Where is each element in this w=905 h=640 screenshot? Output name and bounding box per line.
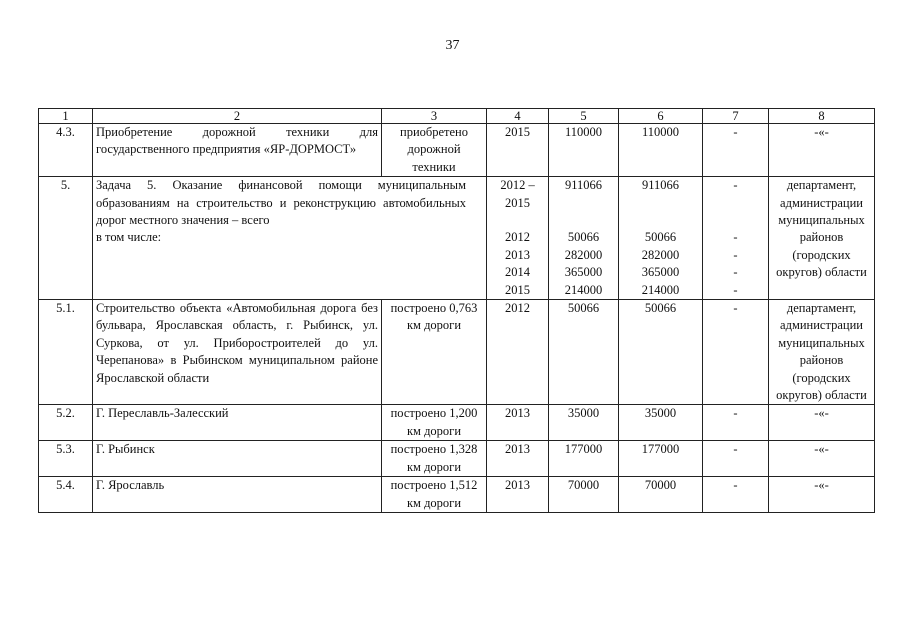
task-value-7: - bbox=[733, 265, 738, 280]
task-year: 2014 bbox=[505, 265, 530, 280]
row-value-7: - bbox=[703, 441, 769, 477]
task-year: 2012 bbox=[505, 230, 530, 245]
task-values-7 bbox=[703, 177, 769, 300]
task-value-5: 50066 bbox=[567, 230, 600, 245]
row-executor: -«- bbox=[769, 441, 875, 477]
task-value-6: 214000 bbox=[641, 282, 680, 297]
row-executor: -«- bbox=[769, 405, 875, 441]
row-value-5: 50066 bbox=[549, 300, 619, 405]
row-value-7: - bbox=[703, 124, 769, 177]
row-description: Приобретение дорожной техники для государственного предприятия «ЯР-ДОРМОСТ» bbox=[93, 124, 382, 177]
row-result: приобретено дорожной техники bbox=[382, 124, 487, 177]
task-year: 2013 bbox=[505, 247, 530, 262]
row-year: 2013 bbox=[487, 441, 549, 477]
row-value-7: - bbox=[703, 405, 769, 441]
task-total-5: 911066 bbox=[564, 178, 603, 193]
row-result: построено 1,512 км дороги bbox=[382, 477, 487, 513]
row-description: Г. Ярославль bbox=[93, 477, 382, 513]
table-row-task bbox=[39, 177, 875, 300]
row-result: построено 1,328 км дороги bbox=[382, 441, 487, 477]
row-number: 5.1. bbox=[39, 300, 93, 405]
task-years bbox=[487, 177, 549, 300]
row-value-5: 70000 bbox=[549, 477, 619, 513]
task-value-7: - bbox=[733, 282, 738, 297]
row-value-6: 110000 bbox=[619, 124, 703, 177]
col-header-4: 4 bbox=[487, 109, 549, 124]
row-number: 5.4. bbox=[39, 477, 93, 513]
row-value-6: 70000 bbox=[619, 477, 703, 513]
task-text: Задача 5. Оказание финансовой помощи муниципальным образованиям на строительство и реконструкцию автомобильных дорог местного значения – всего bbox=[96, 178, 466, 228]
col-header-3: 3 bbox=[382, 109, 487, 124]
task-values-5 bbox=[549, 177, 619, 300]
row-value-6: 50066 bbox=[619, 300, 703, 405]
row-value-6: 35000 bbox=[619, 405, 703, 441]
row-executor: департамент, администрации муниципальных районов (городских округов) области bbox=[769, 300, 875, 405]
col-header-5: 5 bbox=[549, 109, 619, 124]
table-row bbox=[39, 405, 875, 441]
program-table bbox=[38, 108, 875, 513]
task-value-6: 50066 bbox=[644, 230, 677, 245]
row-description: Г. Переславль-Залесский bbox=[93, 405, 382, 441]
task-year: 2015 bbox=[505, 282, 530, 297]
task-value-5: 282000 bbox=[564, 247, 603, 262]
task-subtext: в том числе: bbox=[96, 230, 162, 245]
row-executor: департамент, администрации муниципальных районов (городских округов) области bbox=[769, 177, 875, 300]
row-result: построено 0,763 км дороги bbox=[382, 300, 487, 405]
task-total-6: 911066 bbox=[641, 178, 680, 193]
row-year: 2013 bbox=[487, 405, 549, 441]
row-value-5: 35000 bbox=[549, 405, 619, 441]
row-year: 2013 bbox=[487, 477, 549, 513]
row-value-6: 177000 bbox=[619, 441, 703, 477]
row-number: 5.3. bbox=[39, 441, 93, 477]
row-executor: -«- bbox=[769, 124, 875, 177]
task-value-6: 282000 bbox=[641, 247, 680, 262]
col-header-2: 2 bbox=[93, 109, 382, 124]
row-value-7: - bbox=[703, 300, 769, 405]
task-value-5: 214000 bbox=[564, 282, 603, 297]
task-value-7: - bbox=[733, 230, 738, 245]
table-row bbox=[39, 300, 875, 405]
row-value-7: - bbox=[703, 477, 769, 513]
row-number: 5.2. bbox=[39, 405, 93, 441]
row-year: 2015 bbox=[487, 124, 549, 177]
task-values-6 bbox=[619, 177, 703, 300]
row-year: 2012 bbox=[487, 300, 549, 405]
page-number: 37 bbox=[445, 38, 460, 53]
table-row bbox=[39, 124, 875, 177]
row-description: Г. Рыбинск bbox=[93, 441, 382, 477]
row-number: 5. bbox=[39, 177, 93, 300]
task-value-7: - bbox=[733, 247, 738, 262]
task-total-7: - bbox=[733, 178, 738, 193]
row-value-5: 177000 bbox=[549, 441, 619, 477]
row-number: 4.3. bbox=[39, 124, 93, 177]
task-description bbox=[93, 177, 487, 300]
table-row bbox=[39, 477, 875, 513]
col-header-6: 6 bbox=[619, 109, 703, 124]
row-description: Строительство объекта «Автомобильная дорога без бульвара, Ярославская область, г. Рыбинск, ул. Суркова, от ул. Приборостроителей до ул. Черепанова» в Рыбинском муниципальном районе Ярославской области bbox=[93, 300, 382, 405]
task-years-total: 2012 – 2015 bbox=[500, 178, 535, 210]
col-header-8: 8 bbox=[769, 109, 875, 124]
task-value-5: 365000 bbox=[564, 265, 603, 280]
task-value-6: 365000 bbox=[641, 265, 680, 280]
header-row bbox=[39, 109, 875, 124]
col-header-1: 1 bbox=[39, 109, 93, 124]
row-result: построено 1,200 км дороги bbox=[382, 405, 487, 441]
row-value-5: 110000 bbox=[549, 124, 619, 177]
row-executor: -«- bbox=[769, 477, 875, 513]
col-header-7: 7 bbox=[703, 109, 769, 124]
table-row bbox=[39, 441, 875, 477]
